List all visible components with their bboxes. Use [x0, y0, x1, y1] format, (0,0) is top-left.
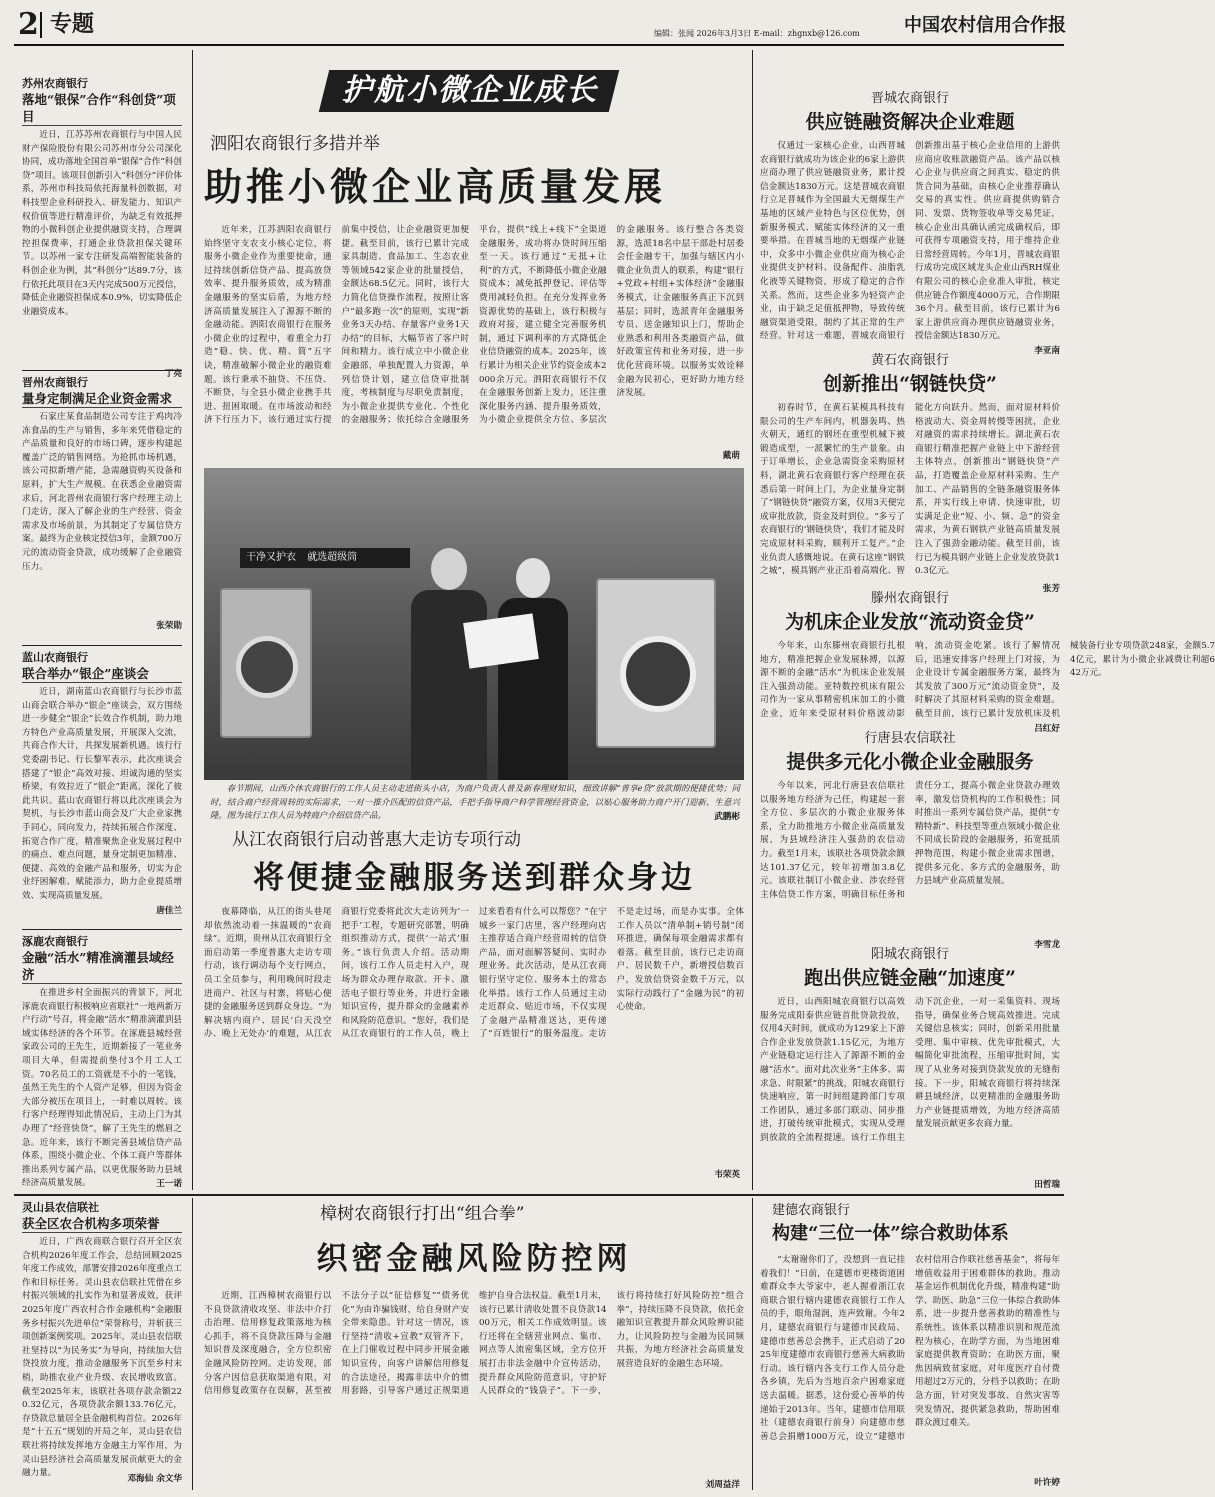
- brief-body: 今年来，山东滕州农商银行扎根地方，精准把握企业发展脉搏，以源源不断的金融“活水”为机床企业发展注入强劲动能。亚特数控机床有限公司作为一家从事精密机床加工的小微企业，近年来受原材料价格波动影响，流动资金吃紧。该行了解情况后，迅速安排客户经理上门对接，为企业设计专属金融服务方案，最终为其发放了300万元“流动资金贷”，及时解决了其原材料采购的资金难题。截至目前，该行已累计发放机床及机械装备行业专项贷款248家，金额5.74亿元，累计为小微企业减费让利超642万元。: [760, 641, 1215, 719]
- brochure: [463, 613, 539, 668]
- story2-headline: 将便捷金融服务送到群众身边: [253, 860, 695, 896]
- brief-title: 供应链融资解决企业难题: [805, 111, 1015, 133]
- bottom-right-brief: [760, 1202, 1060, 1492]
- brief-body: 近日，江苏苏州农商银行与中国人民财产保险股份有限公司苏州市分公司深化协同，成功落地全国首单“银保”合作“科创贷”项目。该项目创新引入“科创分”评价体系，苏州市科技局依托海量科创数据，对科技型企业科研投入、研发能力、知识产权价值等进行精准评价，为缺乏有效抵押物的小微科创企业提供融资支持，合理调控担保费率，打通企业贷款担保关键环节。以苏州一家专注研发高端智能装备的科创企业为例，其“科创分”达89.7分，该行依托此项目在3天内完成500万元授信，降低企业融资担保成本0.9%，切实降低企业融资成本。: [22, 130, 182, 317]
- brief-body: 近日，湖南蓝山农商银行与长沙市蓝山商会联合举办“银企”座谈会，双方围绕进一步健全“银企”长效合作机制，助力地方特色产业高质量发展，开展深入交流，共商合作大计，共探发展新机遇。该行行党委副书记、行长黎军表示，此次座谈会搭建了“银企”高效对接、坦诚沟通的坚实桥梁，有效拉近了“银企”距离，深化了彼此共识。蓝山农商银行将以此次座谈会为契机，与长沙市蓝山商会及广大企业家携手同心，同向发力，持续拓展合作深度、拓宽合作广度，精准聚焦企业发展过程中的痛点、难点问题，量身定制更加精准、便捷、高效的金融产品和服务，切实为企业纾困解难、赋能添力，助力企业提质增效、实现高质量发展。: [22, 687, 182, 901]
- story2-kicker: 从江农商银行启动普惠大走访专项行动: [232, 830, 521, 850]
- brief-author: 李亚南: [1034, 346, 1060, 356]
- brief-author: 邓海仙 余文华: [127, 1474, 182, 1484]
- lead-text: 近年来，江苏泗阳农商银行始终坚守支农支小核心定位，将服务小微企业作为重要使命，通过持续创新信贷产品、提高放贷效率、提升服务质效，成为精准金融服务的坚实后盾，为地方经济高质量发展注入了源源不断的金融动能。泗阳农商银行在服务小微企业的过程中，着重全力打造“稳、快、优、精、简”五字诀，精准破解小微企业的融资难题。该行秉承不抽贷、不压贷、不断贷，与全县小微企业携手共进、扭困取暖。在市场波动和经济下行压力下，该行通过实行提前集中授信，让企业融资更加便捷。截至目前，该行已累计完成家具制造、食品加工、生态农业等领域542家企业的批量授信，金额达68.5亿元。同时，该行大力简化信贷操作流程，按照让客户“最多跑一次”的原则，实现“新业务3天办结、存量客户业务1天办结”的目标，大幅节省了客户时间和精力。该行成立中小微企业金融部，单独配置人力资源，单列信贷计划，建立信贷审批制度，考核制度与尽职免责制度，为小微企业提供专业化、个性化的金融服务；依托综合金融服务平台，提供“线上+线下”全渠道金融服务，成功将办贷时间压缩至一天。该行通过“无抵+让利”的方式，不断降低小微企业融资成本；减免抵押登记、评估等费用减轻负担。在充分发挥业务资源优势的基础上，该行积极与政府对接，建立健全完善服务机制，通过下调利率的方式降低企业信贷融资的成本。2025年，该行累计为相关企业节约资金成本2000余万元。泗阳农商银行不仅在金融服务创新上发力，还注重深化服务内涵、提升服务质效，为小微企业提供全方位、多层次的金融服务。该行整合各类资源，选派18名中层干部赴村居委会任金融专干，加强与辖区内小微企业负责人的联系，构建“银行+党政+村组+实体经济”金融服务模式，让金融服务真正下沉到基层；同时，选派青年金融服务专员、送金融知识上门，帮助企业熟悉和利用各类融资产品，做好政策宣传和业务对接，进一步优化营商环境。以服务实效诠释金融为民初心，更好助力地方经济发展。: [204, 225, 744, 426]
- right-brief-yangcheng: [760, 946, 1060, 1190]
- brief-bank: 建德农商银行: [772, 1203, 851, 1218]
- brief-bank: 晋城农商银行: [870, 91, 949, 106]
- bottom-mid-author: 刘周益洋: [705, 1480, 740, 1490]
- staff-figure: [494, 558, 572, 780]
- editor-info: 编辑：张闻 2026年3月3日 E-mail：zhgnxb@126.com: [654, 29, 860, 38]
- section-name: 专题: [50, 12, 95, 37]
- brief-title: 提供多元化小微企业金融服务: [786, 751, 1034, 773]
- brief-author: 王一诺: [156, 1179, 182, 1189]
- washer-right: [596, 578, 716, 748]
- brief-jinzhou: [22, 370, 182, 645]
- brief-body: 今年以来，河北行唐县农信联社以服务地方经济为己任，构建起一套全方位、多层次的小微企业服务体系，全力助推地方小微企业高质量发展，为县域经济注入强劲的农信动力。截至1月末，该联社各项贷款余额达101.37亿元，较年初增加3.8亿元。该联社制订小微企业、涉农经营主体信贷工作方案，明确目标任务和责任分工，提高小微企业贷款办理效率，激发信贷机构的工作积极性；同时推出一系列专属信贷产品，提供“专精特新”、科技型等重点领域小微企业不同成长阶段的金融服务，拓宽抵质押物范围，构建小微企业需求图谱，提供多元化、多方式的金融服务，助力县域产业高质量发展。: [760, 781, 1060, 900]
- brief-title: 构建“三位一体”综合救助体系: [772, 1223, 1009, 1244]
- brief-body: 初春时节，在黄石某模具科技有限公司的生产车间内，机器轰鸣、热火朝天，通红的钢坯在重型机械下被锻造成型，一派繁忙的生产景象。由于订单增长，企业急需资金采购原材料，湖北黄石农商银行客户经理在获悉后第一时间上门，为企业量身定制了“钢链快贷”融资方案，仅用3天便完成审批放款，资金及时到位。“多亏了农商银行的‘钢链快贷’，我们才能及时完成原材料采购，顺利开工复产。”企业负责人感慨地说。在黄石这座“钢铁之城”，模具钢产业正沿着高端化、智能化方向跃升。然而，面对原材料价格波动大、资金周转慢等困扰，企业对融资的需求持续增长。湖北黄石农商银行精准把握产业链上中下游经营主体特点，创新推出“钢链快贷”产品，打造覆盖企业原材料采购、生产加工、产品销售的全链条融资服务体系，并实行线上申请、快速审批，切实满足企业“短、小、频、急”的资金需求，为黄石钢铁产业链高质量发展注入了强劲金融动能。截至目前，该行已为模具钢产业链上企业发放贷款10.3亿元。: [760, 403, 1060, 577]
- brief-bank: 灵山县农信联社: [22, 1201, 99, 1214]
- brief-author: 吕红好: [1034, 724, 1060, 734]
- newspaper-name: 中国农村信用合作报: [904, 15, 1066, 36]
- brief-title: 获全区农合机构多项荣誉: [22, 1215, 182, 1233]
- feature-banner: [320, 60, 620, 124]
- photo-caption: 春节期间，山西介休农商银行的工作人员主动走进街头小店，为商户负责人普及新春理财知识，细致讲解“普享e贷”放款期的便捷优势；同时，结合商户经营周转的实际需求，一对一推介匹配的信贷产品，手把手指导商户科学管理经营资金，以贴心服务助力商户开门迎新、生意兴隆。图为该行工作人员为特商户介绍信贷产品。: [210, 783, 740, 820]
- brief-suzhou: [22, 76, 182, 379]
- bottom-left-brief: [22, 1200, 182, 1490]
- page-divider: [40, 12, 42, 38]
- brief-author: 唐佳兰: [156, 906, 182, 916]
- brief-title: 落地“银保”合作“科创贷”项目: [22, 91, 182, 126]
- brief-bank: 蓝山农商银行: [22, 651, 88, 664]
- bottom-mid-text: 近期，江西樟树农商银行以不良贷款清收攻坚、非法中介打击治理、信用修复政策落地为核心抓手，将不良贷款压降与金融知识普及深度融合，全方位织密金融风险防控网。走访发现，部分客户因信息获取渠道有限，对信用修复政策存在误解，甚至被不法分子以“征信修复”“债务优化”为由诈骗钱财，给自身财产安全带来隐患。针对这一情况，该行坚持“清收+宣教”双管齐下，在上门催收过程中同步开展金融知识宣传，向客户讲解信用修复的合法途径，揭露非法中介的惯用套路，引导客户通过正规渠道维护自身合法权益。截至1月末，该行已累计清收处置不良贷款1400万元，相关工作成效明显。该行还将在全辖营业网点、集市、网点等人流密集区域，全方位开展打击非法金融中介宣传活动，提升群众风险防范意识，守护好人民群众的“钱袋子”。下一步，该行将持续打好风险防控“组合拳”，持续压降不良贷款，依托金融知识宣教提升群众风险辨识能力，让风险防控与金融为民同频共振，为地方经济社会高质量发展营造良好的金融生态环境。: [204, 1291, 744, 1397]
- right-brief-huangshi: [760, 352, 1060, 594]
- brief-author: 叶许婷: [1034, 1478, 1060, 1488]
- brief-body: 在推进乡村全面振兴的背景下，河北涿鹿农商银行积极响应省联社“一地两新万户行动”号召，将金融“活水”精准滴灌到县域实体经济的各个环节。在涿鹿县城经营家政公司的王先生，近期新接了一笔业务项目大单，但需提前垫付3个月工人工资。70名员工的工资就是不小的一笔钱，虽然王先生的个人资产足够，但因为资金大部分被压在项目上，一时难以周转。该行客户经理得知此情况后，主动上门为其办理了“经营快贷”，解了王先生的燃眉之急。近年来，该行不断完善县域信贷产品体系，围绕小微企业、个体工商户等群体推出系列专属产品，以更优服务助力县域经济高质量发展。: [22, 988, 182, 1189]
- customer-body: [411, 590, 487, 780]
- lead-body: [204, 224, 744, 464]
- brief-bank: 涿鹿农商银行: [22, 935, 88, 948]
- brief-zhuolu: [22, 929, 182, 1187]
- brief-body: 近日，山西阳城农商银行以高效服务完成阳泰供应链首批贷款投放，仅用4天时间，就成功为129家上下游合作企业发放贷款1.15亿元，为地方产业链稳定运行注入了源源不断的金融“活水”。面对此次业务“主体多、需求急、时限紧”的挑战，阳城农商银行快速响应，第一时间组建跨部门专项工作团队，通过多部门联动、同步推进，打破传统审批模式，实现从受理到放款的全流程提速。该行工作组主动下沉企业，一对一采集资料、现场指导，确保业务合规高效推进。完成关键信息核实；同时，创新采用批量受理、集中审核、优先审批模式，大幅简化审批流程，压缩审批时间，实现了从业务对接到贷款发放的无缝衔接。下一步，阳城农商银行将持续深耕县域经济，以更精准的金融服务助力产业链提质增效，为地方经济高质量发展贡献更多农商力量。: [760, 997, 1060, 1143]
- brief-title: 联合举办“银企”座谈会: [22, 665, 182, 683]
- bottom-mid-headline: 织密金融风险防控网: [316, 1241, 632, 1277]
- brief-bank: 行唐县农信联社: [864, 731, 956, 746]
- brief-title: 创新推出“钢链快贷”: [823, 373, 997, 395]
- promo-sign-text-2: 就选超级筒: [307, 552, 358, 563]
- news-photo: [204, 468, 744, 780]
- lead-author: 戴萌: [722, 451, 740, 461]
- brief-title: 量身定制满足企业资金需求: [22, 390, 182, 408]
- brief-bank: 滕州农商银行: [870, 591, 949, 606]
- brief-bank: 阳城农商银行: [870, 947, 949, 962]
- brief-lanshan: [22, 645, 182, 929]
- staff-head: [516, 558, 550, 598]
- customer-head: [431, 548, 467, 590]
- left-column: [22, 76, 182, 1188]
- column-divider: [752, 1198, 753, 1490]
- brief-author: 张荣勋: [156, 621, 182, 631]
- brief-body: 仅通过一家核心企业，山西晋城农商银行就成功为该企业的6家上游供应商办理了供应链融资业务，累计授信金额达1830万元。这是晋城农商银行立足晋城作为全国最大无烟煤生产基地的区域产业特色与区位优势，创新服务模式、赋能实体经济的又一重要举措。在晋城当地的无烟煤产业链中，众多中小微企业供应商为核心企业提供支护材料、设备配件、油脂乳化液等关键物资，形成了稳定的合作关系。然而，这些企业多为轻资产企业，由于缺乏足值抵押物，导致传统融资渠道受限，制约了其正常的生产经营。针对这一难题，晋城农商银行创新推出基于核心企业信用的上游供应商应收账款融资产品。该产品以核心企业与供应商之间真实、稳定的供货合同为基础，由核心企业推荐确认交易的真实性。供应商提供购销合同、发票、货物签收单等交易凭证，核心企业出具确认函完成确权后，即可获得专项融资支持，用于维持企业日常经营周转。今年1月，晋城农商银行成功完成区域龙头企业山西RH煤业有限公司的核心企业准入审批，核定供应链合作额度4000万元，合作期限36个月。截至目前，该行已累计为6家上游供应商办理供应链融资业务，授信金额达1830万元。: [760, 141, 1060, 342]
- promo-sign: [240, 548, 410, 568]
- brief-author: 田哲瑞: [1034, 1180, 1060, 1190]
- lead-headline: 助推小微企业高质量发展: [204, 164, 667, 209]
- promo-sign-text: 干净又护衣: [246, 552, 296, 563]
- story2-author: 韦荣英: [714, 1170, 740, 1180]
- brief-body: “太谢谢你们了，没想到一直记挂着我们！”日前，在建德市更楼街道困难群众李大爷家中，老人握着浙江农商联合银行辖内建德农商银行工作人员的手，眼角湿润，连声致谢。今年2月，建德农商银行与建德市民政局、建德市慈善总会携手，正式启动了2025年度建德市农商银行慈善大病救助行动。该行辖内各支行工作人员分赴各乡镇，先后为当地百余户困难家庭送去温暖。据悉，这份爱心善举的传递始于2013年。当年，建德市信用联社（建德农商银行前身）向建德市慈善总会捐赠1000万元，设立“建德市农村信用合作联社慈善基金”，将每年增值收益用于困难群体的救助。推动基金运作机制优化升级，精准构建“助学、助医、助急”三位一体综合救助体系，进一步提升慈善救助的精准性与系统性。该体系以精准识别和规范流程为核心，在助学方面，为当地困难家庭提供教育资助；在助医方面，聚焦因病致贫家庭，对年度医疗自付费用超过2万元的，分档予以救助；在助急方面，针对突发事故、自然灾害等突发情况，提供紧急救助，帮助困难群众渡过难关。: [760, 1255, 1060, 1442]
- brief-author: 丁亮: [164, 369, 182, 379]
- lead-kicker: 泗阳农商银行多措并举: [210, 134, 380, 154]
- section-rule: [14, 1194, 1064, 1196]
- brief-title: 为机床企业发放“流动资金贷”: [785, 611, 1035, 633]
- brief-body: 石家庄某食品制造公司专注于鸡肉冷冻食品的生产与销售，多年来凭借稳定的产品质量和良好的市场口碑，逐步构建起覆盖广泛的销售网络。为抢抓市场机遇，该公司拟新增产能，急需融资购买设备和原料，扩大生产规模。在获悉企业融资需求后，河北晋州农商银行客户经理主动上门走访，深入了解企业的生产经营、资金需求及市场前景，为其制定了专属信贷方案。最终为企业核定授信3年，金额700万元的流动资金贷款，成功缓解了企业融资压力。: [22, 412, 182, 572]
- brief-bank: 苏州农商银行: [22, 77, 88, 90]
- right-brief-xingtang: [760, 730, 1060, 950]
- brief-bank: 黄石农商银行: [870, 353, 949, 368]
- masthead: [14, 8, 1064, 44]
- brief-bank: 晋州农商银行: [22, 376, 88, 389]
- right-brief-jincheng: [760, 90, 1060, 356]
- brief-author: 李雪龙: [1034, 940, 1060, 950]
- brief-title: 金融“活水”精准滴灌县域经济: [22, 949, 182, 984]
- banner-title: 护航小微企业成长: [342, 73, 598, 108]
- page-number: 2: [18, 7, 39, 42]
- column-divider: [752, 50, 753, 1190]
- column-divider: [192, 50, 193, 1190]
- brief-title: 跑出供应链金融“加速度”: [804, 967, 1016, 989]
- brief-author: 张芳: [1042, 584, 1060, 594]
- photo-credit: 武鹏彬: [714, 812, 740, 822]
- column-divider: [192, 1198, 193, 1490]
- story2-text: 夜幕降临，从江的街头巷尾却依然流动着一抹温暖的“农商绿”。近期，贵州从江农商银行全面启动第一季度普惠大走访专项行动，该行调动每个支行网点，员工全员参与，利用晚间时段走进商户、社区与村寨，将贴心便捷的金融服务送到群众身边。“为解决辖内商户、居民‘白天没空办、晚上无处办’的难题，从江农商银行党委将此次大走访列为‘一把手’工程，专题研究部署，明确组织推动方式，提供‘一站式’服务。”该行负责人介绍。活动期间，该行工作人员走村入户，现场为群众办理存取款、开卡、激活电子银行等业务，并进行金融知识宣传，提升群众的金融素养和风险防范意识。“您好，我们是从江农商银行的工作人员，晚上过来看看有什么可以帮您？”在宁城乡一家门店里，客户经理向店主推荐适合商户经营周转的信贷产品，面对面解答疑问、实时办理业务。此次活动，是从江农商银行坚守定位、服务本土的常态化举措。该行工作人员通过主动走近群众、贴近市场，不仅实现了金融产品精准送达，更传递了“百姓银行”的服务温度。走访不是走过场，而是办实事。全体工作人员以“清单制+销号制”闭环推进，确保每项金融需求都有着落。截至目前，该行已走访商户、居民数千户，新增授信数百户，发放信贷资金数千万元，以实际行动践行了“金融为民”的初心使命。: [204, 907, 744, 1040]
- right-brief-tengzhou: [760, 590, 1215, 734]
- washer-door: [236, 636, 298, 698]
- bottom-mid-kicker: 樟树农商银行打出“组合拳”: [320, 1204, 525, 1224]
- washer-door: [620, 636, 696, 712]
- header-rule: [14, 44, 1064, 46]
- brief-body: 近日，广西农商联合银行召开全区农合机构2026年度工作会，总结回顾2025年度工作成效，部署安排2026年度重点工作和目标任务。灵山县农信联社凭借在乡村振兴领域的扎实作为和显著成效，获评2025年度广西农村合作金融机构“金融服务乡村振兴先进单位”荣誉称号，并斩获三项创新案例奖项。2025年，灵山县农信联社坚持以“为民务实”为导向，持续加大信贷投放力度，推动金融服务下沉至乡村末梢，助推农业产业升级、农民增收致富。截至2025年末，该联社各项存款余额220.32亿元，各项贷款余额133.76亿元，存贷款总量居全县金融机构首位。2026年是“十五五”规划的开局之年，灵山县农信联社将持续发挥地方金融主力军作用，为灵山县经济社会高质量发展贡献更大的金融力量。: [22, 1237, 182, 1479]
- washer-left: [220, 588, 312, 738]
